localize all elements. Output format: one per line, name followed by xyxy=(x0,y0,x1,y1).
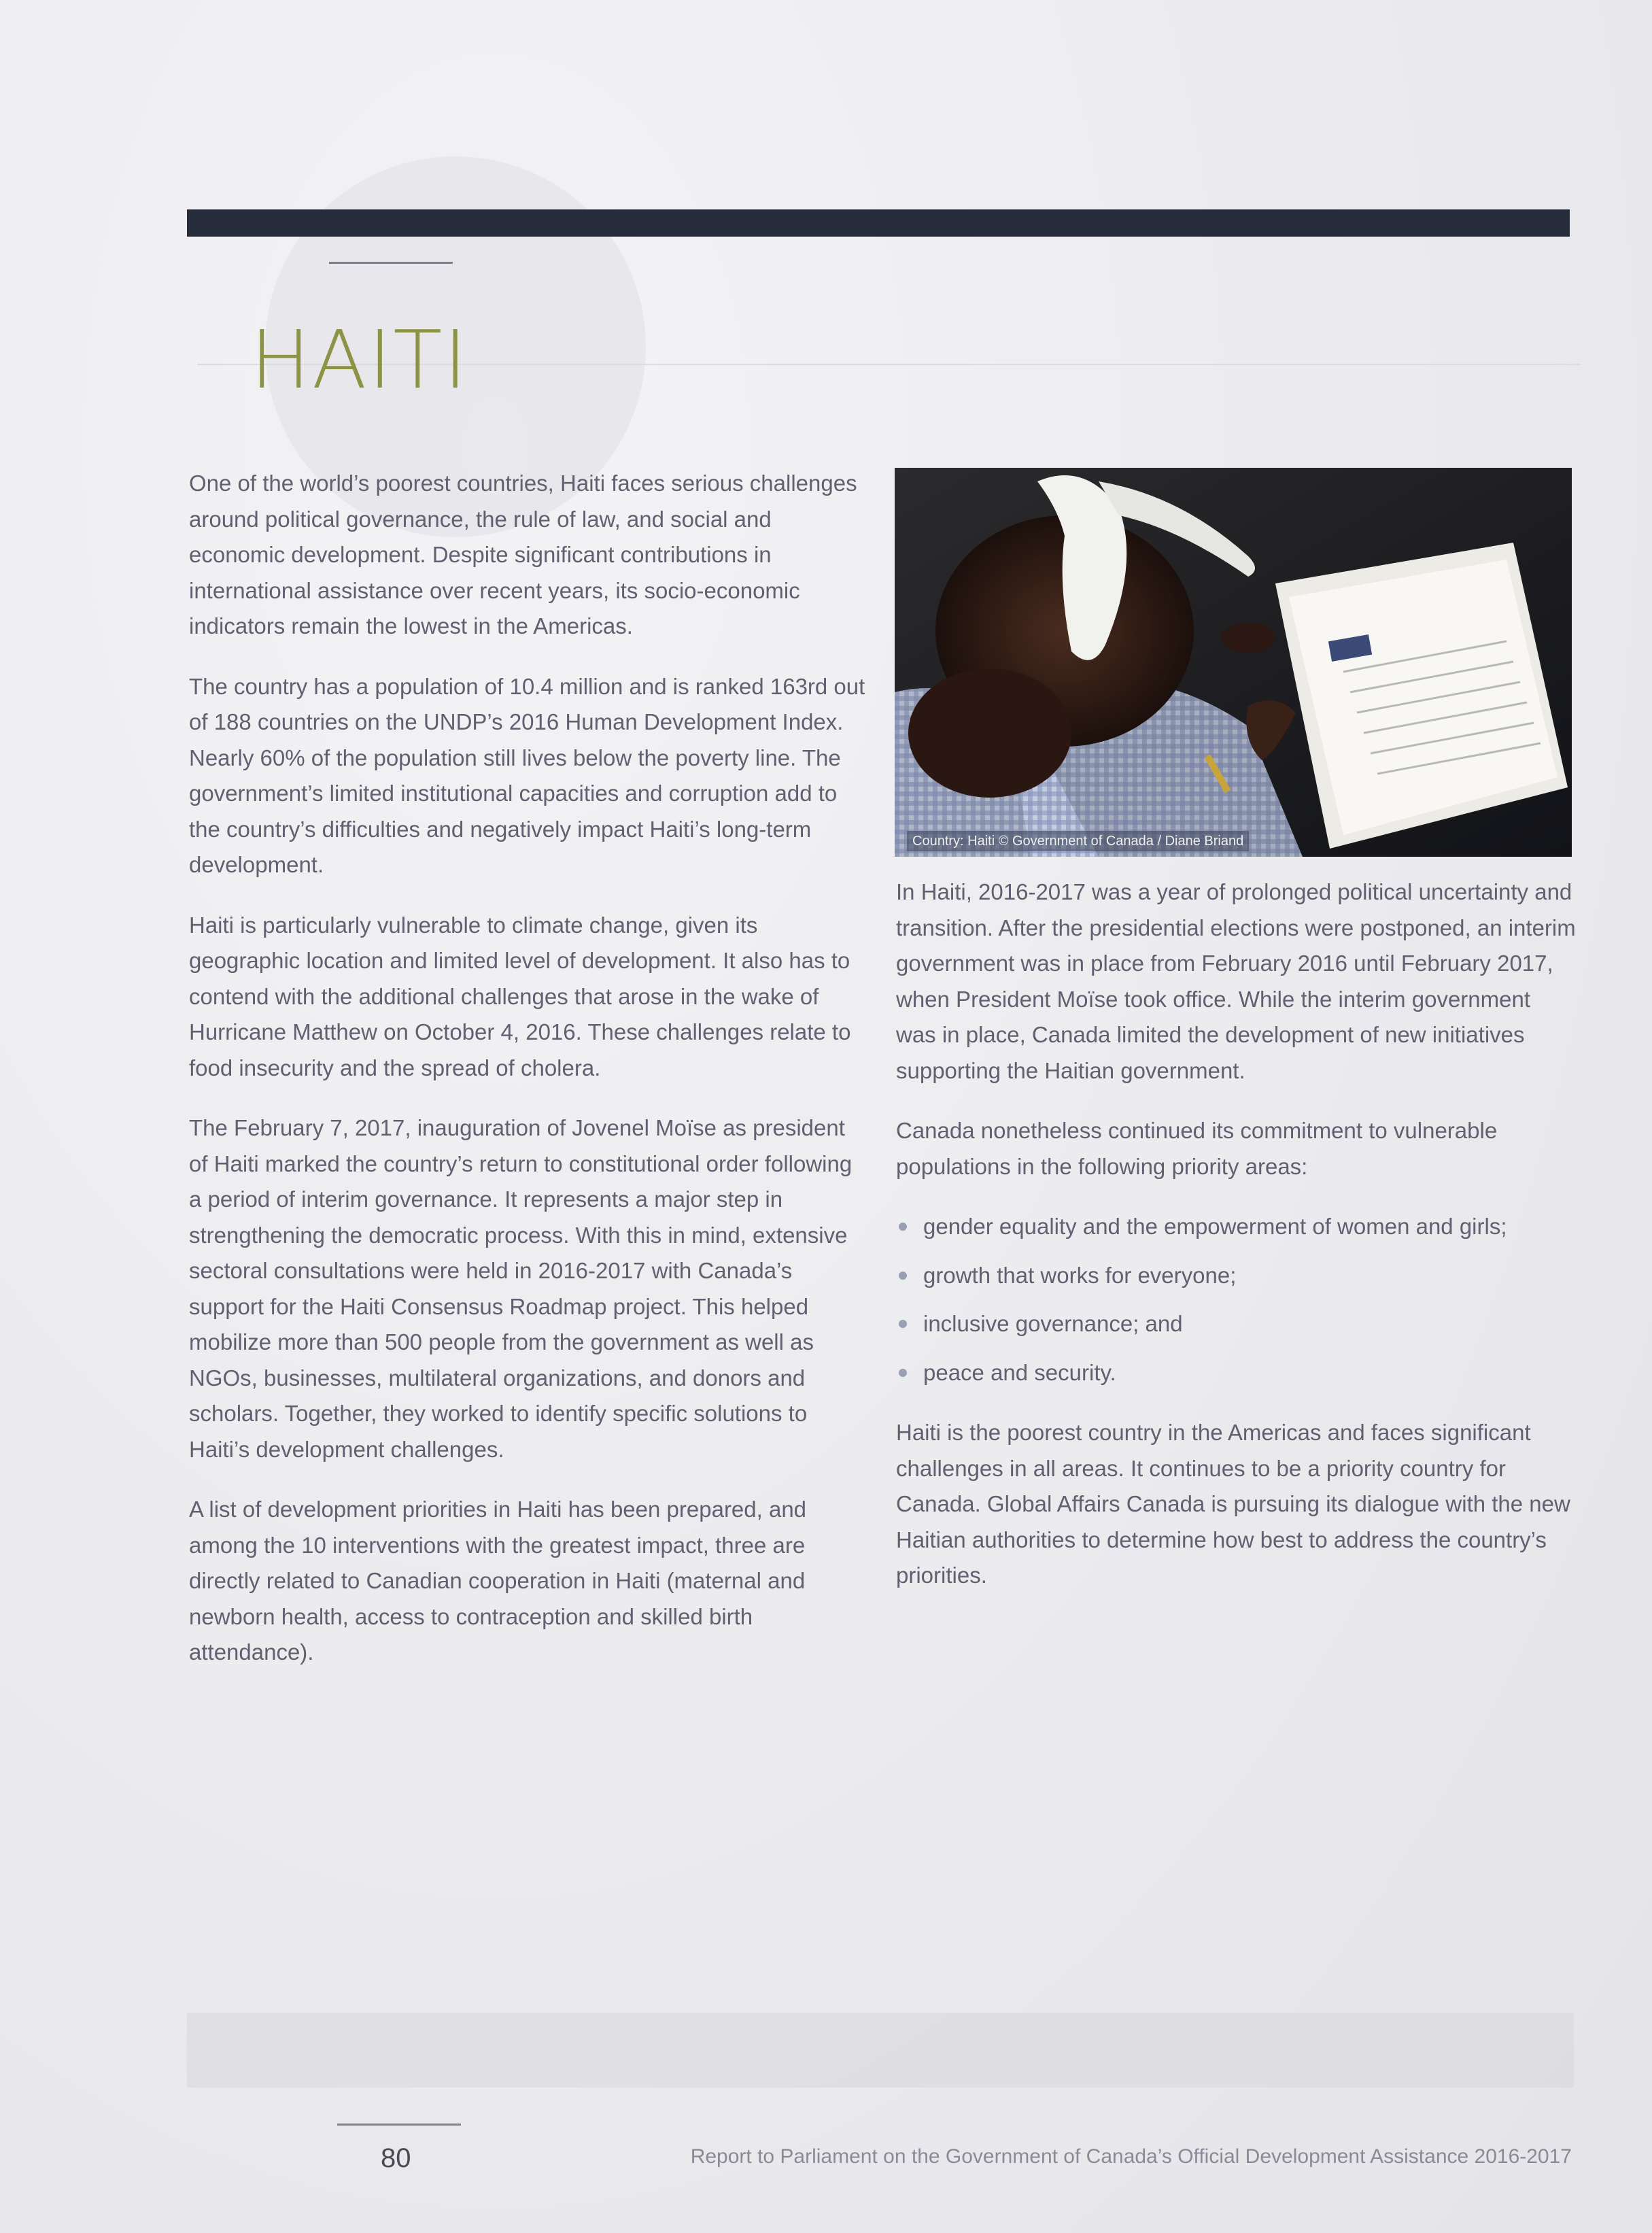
right-paragraph-1: In Haiti, 2016-2017 was a year of prolonged political uncertainty and transition. After the presidential elections were postponed, an interim government was in place from February 2016 until February 2017, when President Moïse took office. While the interim government was in place, Canada limited the development of new initiatives supporting the Haitian government. xyxy=(896,879,1576,1083)
page-number: 80 xyxy=(381,2143,411,2173)
right-paragraph-3: Haiti is the poorest country in the Americas and faces significant challenges in all areas. It continues to be a priority country for Canada. Global Affairs Canada is pursuing its dialogue with the new Haitian authorities to determine how best to address the country’s priorities. xyxy=(896,1420,1570,1588)
page-title: HAITI xyxy=(250,313,469,407)
bottom-band xyxy=(187,2013,1574,2087)
left-paragraph-4: The February 7, 2017, inauguration of Jovenel Moïse as president of Haiti marked the country’s return to constitutional order following a period of interim governance. It represents a major step in strengthening the democratic process. With this in mind, extensive sectoral consultations were held in 2016-2017 with Canada’s support for the Haiti Consensus Roadmap project. This helped mobilize more than 500 people from the government as well as NGOs, businesses, multilateral organizations, and donors and scholars. Together, they worked to identify specific solutions to Haiti’s development challenges. xyxy=(189,1115,853,1462)
left-paragraph-1: One of the world’s poorest countries, Haiti faces serious challenges around political governance, the rule of law, and social and economic development. Despite significant contributions in international assistance over recent years, its socio-economic indicators remain the lowest in the Americas. xyxy=(189,471,857,638)
haiti-schoolgirl-photo xyxy=(895,468,1572,857)
list-item xyxy=(896,1355,1576,1391)
list-item xyxy=(896,1258,1576,1294)
list-item xyxy=(896,1209,1576,1245)
title-rule xyxy=(329,262,453,264)
bullet-icon xyxy=(899,1320,907,1328)
list-item-text: inclusive governance; and xyxy=(923,1311,1183,1336)
priority-areas-list xyxy=(896,1209,1576,1391)
header-bar xyxy=(187,209,1570,237)
right-paragraph-2: Canada nonetheless continued its commitment to vulnerable populations in the following priority areas: xyxy=(896,1118,1498,1179)
bullet-icon xyxy=(899,1272,907,1280)
photo-credit: Country: Haiti © Government of Canada / Diane Briand xyxy=(907,831,1249,851)
left-paragraph-2: The country has a population of 10.4 million and is ranked 163rd out of 188 countries on the UNDP’s 2016 Human Development Index. Nearly 60% of the population still lives below the poverty line. The government’s limited institutional capacities and corruption add to the country’s difficulties and negatively impact Haiti’s long-term development. xyxy=(189,673,865,877)
list-item-text: peace and security. xyxy=(923,1359,1116,1385)
list-item xyxy=(896,1306,1576,1342)
left-paragraph-3: Haiti is particularly vulnerable to climate change, given its geographic location and limited level of development. It also has to contend with the additional challenges that arose in the wake of Hurricane Matthew on October 4, 2016. These challenges relate to food insecurity and the spread of cholera. xyxy=(189,912,851,1080)
right-column xyxy=(896,874,1576,1618)
bullet-icon xyxy=(899,1223,907,1231)
photo-illustration xyxy=(895,468,1572,857)
list-item-text: gender equality and the empowerment of women and girls; xyxy=(923,1214,1507,1239)
bullet-icon xyxy=(899,1369,907,1377)
left-column xyxy=(189,466,869,1695)
footer-report-title: Report to Parliament on the Government of Canada’s Official Development Assistance 2016-2017 xyxy=(690,2145,1572,2168)
list-item-text: growth that works for everyone; xyxy=(923,1262,1237,1288)
left-paragraph-5: A list of development priorities in Haiti has been prepared, and among the 10 interventions with the greatest impact, three are directly related to Canadian cooperation in Haiti (maternal and newborn health, access to contraception and skilled birth attendance). xyxy=(189,1497,807,1665)
footer-rule xyxy=(337,2124,461,2126)
